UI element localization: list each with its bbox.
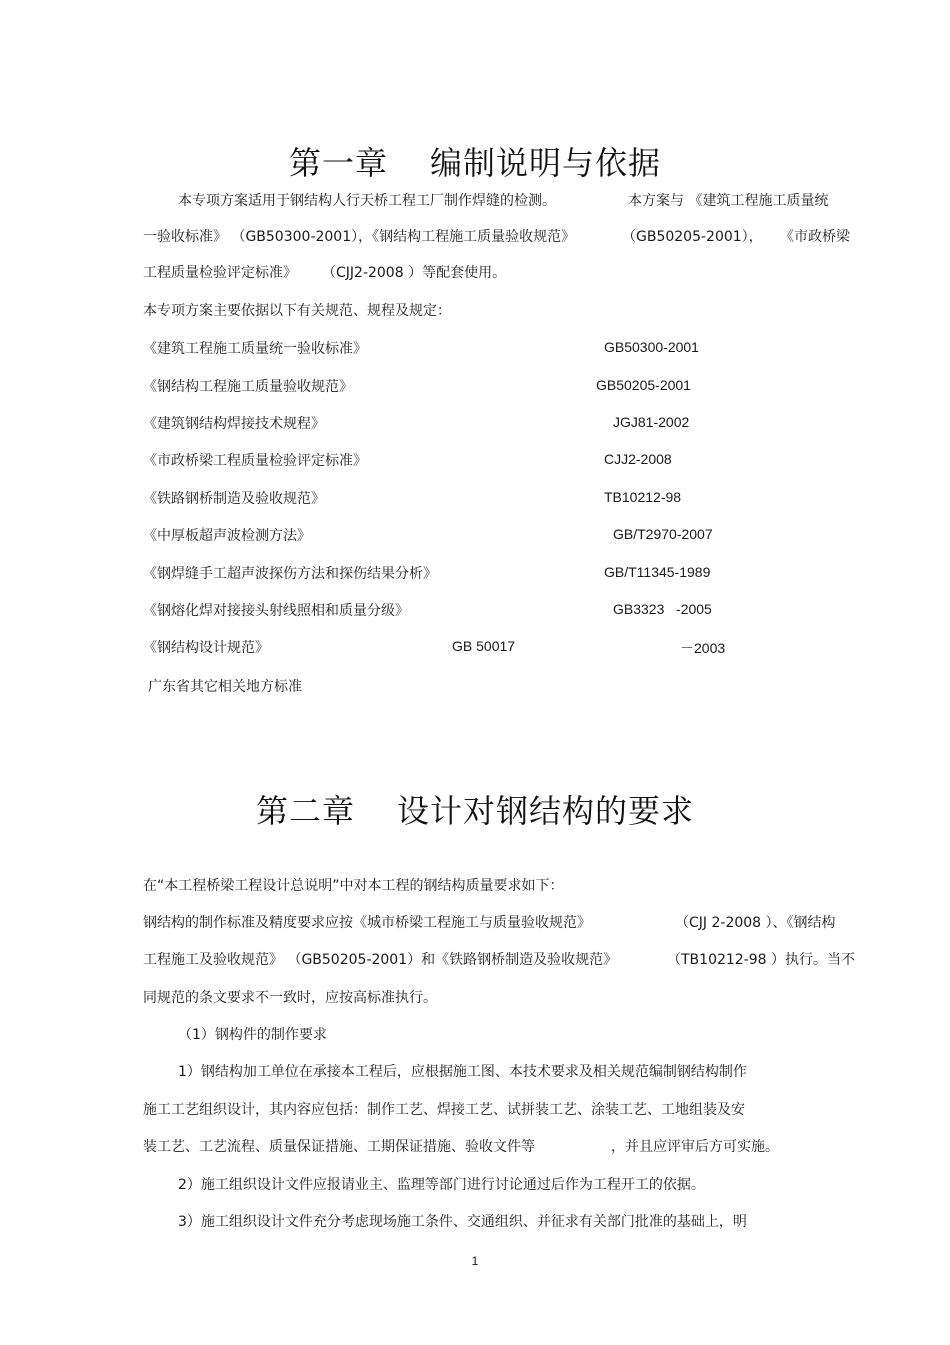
section-heading: （1）钢构件的制作要求 [178,1027,327,1043]
reference-item-local: 广东省其它相关地方标准 [148,679,302,695]
intro-line-2c: 《市政桥梁 [780,229,850,245]
body-line: ，并且应评审后方可实施。 [611,1139,779,1155]
chapter-2-number: 第二章 [255,792,355,830]
reference-title: 《市政桥梁工程质量检验评定标准》 [143,453,367,469]
body-line: 1）钢结构加工单位在承接本工程后，应根据施工图、本技术要求及相关规范编制钢结构制作 [178,1064,747,1080]
reference-title: 《钢结构工程施工质量验收规范》 [143,379,353,395]
intro-line-2a: 一验收标准》 （GB50300-2001），《钢结构工程施工质量验收规范》 [143,229,576,245]
intro-line-1a: 本专项方案适用于钢结构人行天桥工程工厂制作焊缝的检测。 [178,193,556,209]
body-line: 3）施工组织设计文件充分考虑现场施工条件、交通组织、并征求有关部门批准的基础上，明 [178,1214,747,1230]
chapter-1-number: 第一章 [288,144,388,182]
page-number: 1 [471,1254,479,1268]
body-line: 工程施工及验收规范》 （GB50205-2001）和《铁路钢桥制造及验收规范》 [143,952,618,968]
reference-title: 《钢熔化焊对接接头射线照相和质量分级》 [143,603,409,619]
body-line: （CJJ 2-2008 ）、《钢结构 [675,915,836,931]
reference-code: GB50205-2001 [596,377,691,393]
body-line: 在“本工程桥梁工程设计总说明”中对本工程的钢结构质量要求如下： [143,878,564,894]
reference-code: GB50300-2001 [604,339,699,355]
chapter-2-heading [0,786,950,832]
body-line: 装工艺、工艺流程、质量保证措施、工期保证措施、验收文件等 [143,1139,535,1155]
reference-code: CJJ2-2008 [604,451,672,467]
reference-title: 《铁路钢桥制造及验收规范》 [143,491,325,507]
body-line: 钢结构的制作标准及精度要求应按《城市桥梁工程施工与质量验收规范》 [143,915,591,931]
reference-title: 《钢结构设计规范》 [143,640,269,656]
reference-code-year: －2003 [680,640,726,656]
intro-line-2b: （GB50205-2001）， [622,229,763,245]
body-line: 2）施工组织设计文件应报请业主、监理等部门进行讨论通过后作为工程开工的依据。 [178,1177,705,1193]
reference-code: GB/T2970-2007 [613,526,713,542]
body-line: 施工工艺组织设计，其内容应包括：制作工艺、焊接工艺、试拼装工艺、涂装工艺、工地组装及安 [143,1102,745,1118]
body-line: 同规范的条文要求不一致时，应按高标准执行。 [143,990,437,1006]
reference-title: 《建筑工程施工质量统一验收标准》 [143,341,367,357]
intro-line-3a: 工程质量检验评定标准》 [143,265,297,281]
reference-title: 《建筑钢结构焊接技术规程》 [143,416,325,432]
reference-code: GB 50017 [452,638,516,654]
reference-title: 《钢焊缝手工超声波探伤方法和探伤结果分析》 [143,566,437,582]
basis-intro: 本专项方案主要依据以下有关规范、规程及规定： [143,303,451,319]
reference-code: GB3323 -2005 [613,601,712,617]
reference-title: 《中厚板超声波检测方法》 [143,528,311,544]
intro-line-1b: 本方案与 《建筑工程施工质量统 [628,193,829,209]
intro-line-3b: （CJJ2-2008 ）等配套使用。 [322,265,507,281]
reference-code: GB/T11345-1989 [604,564,711,580]
chapter-1-heading [0,138,950,184]
body-line: （TB10212-98 ）执行。当不 [667,952,856,968]
chapter-2-title: 设计对钢结构的要求 [397,792,695,830]
chapter-1-title: 编制说明与依据 [430,144,662,182]
reference-code: TB10212-98 [604,489,682,505]
reference-code: JGJ81-2002 [613,414,690,430]
